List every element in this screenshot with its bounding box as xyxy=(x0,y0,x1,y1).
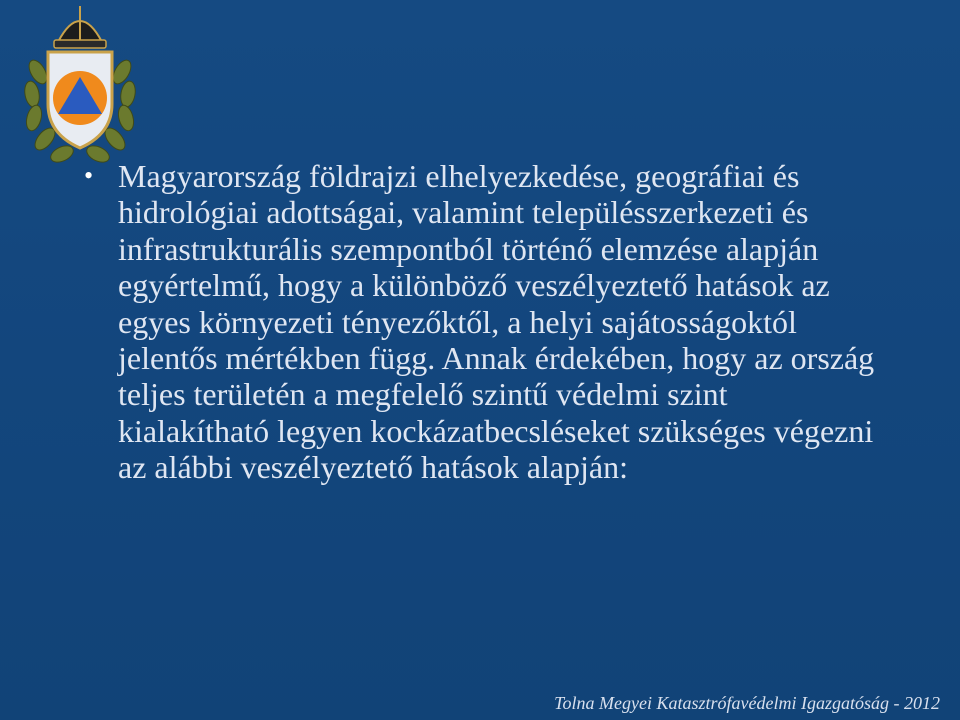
bullet-paragraph xyxy=(84,158,884,486)
body-paragraph: Magyarország földrajzi elhelyezkedése, geográfiai és hidrológiai adottságai, valamint településszerkezeti és infrastrukturális szempontból történő elemzése alapján egyértelmű, hogy a különböző veszélyeztető hatások az egyes környezeti tényezőktől, a helyi sajátosságoktól jelentős mértékben függ. Annak érdekében, hogy az ország teljes területén a megfelelő szintű védelmi szint kialakítható legyen kockázatbecsléseket szükséges végezni az alábbi veszélyeztető hatások alapján: xyxy=(118,158,875,486)
footer-text: Tolna Megyei Katasztrófavédelmi Igazgatóság - 2012 xyxy=(554,693,940,713)
civil-protection-emblem-icon xyxy=(18,2,142,170)
bullet-marker: • xyxy=(84,161,94,190)
